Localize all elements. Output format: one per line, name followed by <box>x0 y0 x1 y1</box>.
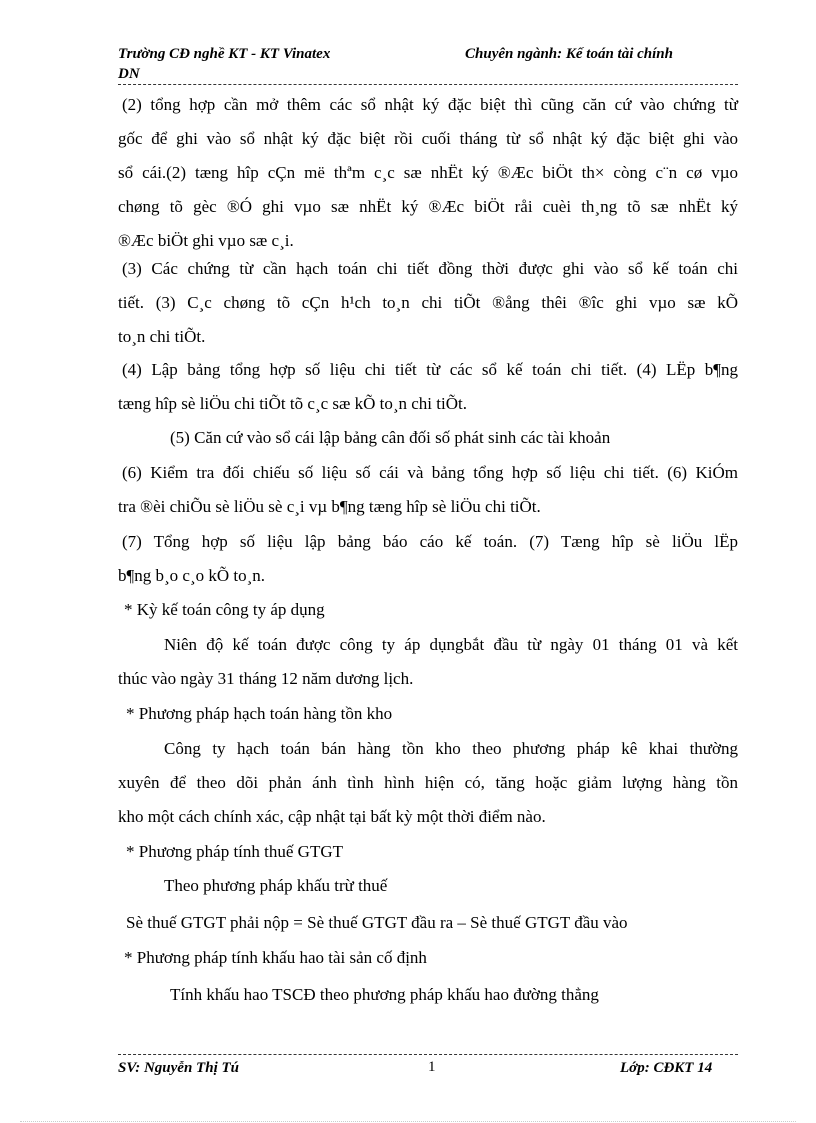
paragraph-step-7: (7) Tổng hợp số liệu lập bảng báo cáo kế toán. (7) Tæng hîp sè liÖu lËp b¶ng b¸o c¸o kÕ to¸n. <box>118 532 738 585</box>
paragraph-inventory: Công ty hạch toán bán hàng tồn kho theo phương pháp kê khai thường xuyên để theo dõi phản ánh tình hình hiện có, tăng hoặc giảm lượng hàng tồn kho một cách chính xác, cập nhật tại bất kỳ một thời điểm nào. <box>118 739 738 826</box>
page-number: 1 <box>428 1059 436 1075</box>
paragraph-step-6: (6) Kiểm tra đối chiếu số liệu số cái và bảng tổng hợp số liệu chi tiết. (6) KiÓm tra ®èi chiÕu sè liÖu sè c¸i vµ b¶ng tæng hîp sè liÖu chi tiÕt. <box>118 463 738 516</box>
heading-accounting-period: * Kỳ kế toán công ty áp dụng <box>124 600 325 619</box>
paragraph-depreciation: Tính khấu hao TSCĐ theo phương pháp khấu hao đường thẳng <box>170 985 599 1004</box>
paragraph-fiscal-year: Niên độ kế toán được công ty áp dụngbắt đầu từ ngày 01 tháng 01 và kết thúc vào ngày 31 tháng 12 năm dương lịch. <box>118 635 738 688</box>
paragraph-step-3: (3) Các chứng từ cần hạch toán chi tiết đồng thời được ghi vào sổ kế toán chi tiết. (3) C¸c chøng tõ cÇn h¹ch to¸n chi tiÕt ®ång thêi ®îc ghi vµo sæ kÕ to¸n chi tiÕt. <box>118 259 738 346</box>
page-bottom-edge <box>20 1121 796 1122</box>
school-name-cont: DN <box>118 66 140 82</box>
school-name: Trường CĐ nghề KT - KT Vinatex <box>118 46 331 62</box>
paragraph-vat-formula: Sè thuế GTGT phải nộp = Sè thuế GTGT đầu ra – Sè thuế GTGT đầu vào <box>126 913 628 932</box>
heading-inventory-method: * Phương pháp hạch toán hàng tồn kho <box>126 704 393 723</box>
paragraph-step-4: (4) Lập bảng tổng hợp số liệu chi tiết từ các sổ kế toán chi tiết. (4) LËp b¶ng tæng hîp sè liÖu chi tiÕt tõ c¸c sæ kÕ to¸n chi tiÕt. <box>118 360 738 413</box>
paragraph-step-5: (5) Căn cứ vào sổ cái lập bảng cân đối số phát sinh các tài khoản <box>170 428 611 447</box>
heading-vat-method: * Phương pháp tính thuế GTGT <box>126 842 343 861</box>
paragraph-vat-deduction: Theo phương pháp khấu trừ thuế <box>164 876 388 895</box>
heading-depreciation-method: * Phương pháp tính khấu hao tài sản cố định <box>124 948 427 967</box>
footer-divider <box>118 1054 738 1055</box>
class-name: Lớp: CĐKT 14 <box>620 1060 713 1076</box>
major-name: Chuyên ngành: Kế toán tài chính <box>465 46 673 62</box>
student-name: SV: Nguyễn Thị Tú <box>118 1060 239 1076</box>
header-divider <box>118 84 738 85</box>
paragraph-step-2: (2) tổng hợp cần mở thêm các sổ nhật ký đặc biệt thì cũng căn cứ vào chứng từ gốc để ghi vào sổ nhật ký đặc biệt rồi cuối tháng từ sổ nhật ký đặc biệt ghi vào sổ cái.(2) tæng hîp cÇn më thªm c¸c sæ nhËt ký ®Æc biÖt th× còng c¨n cø vµo chøng tõ gèc ®Ó ghi vµo sæ nhËt ký ®Æc biÖt råi cuèi th¸ng tõ sæ nhËt ký ®Æc biÖt ghi vµo sæ c¸i. <box>118 95 738 250</box>
